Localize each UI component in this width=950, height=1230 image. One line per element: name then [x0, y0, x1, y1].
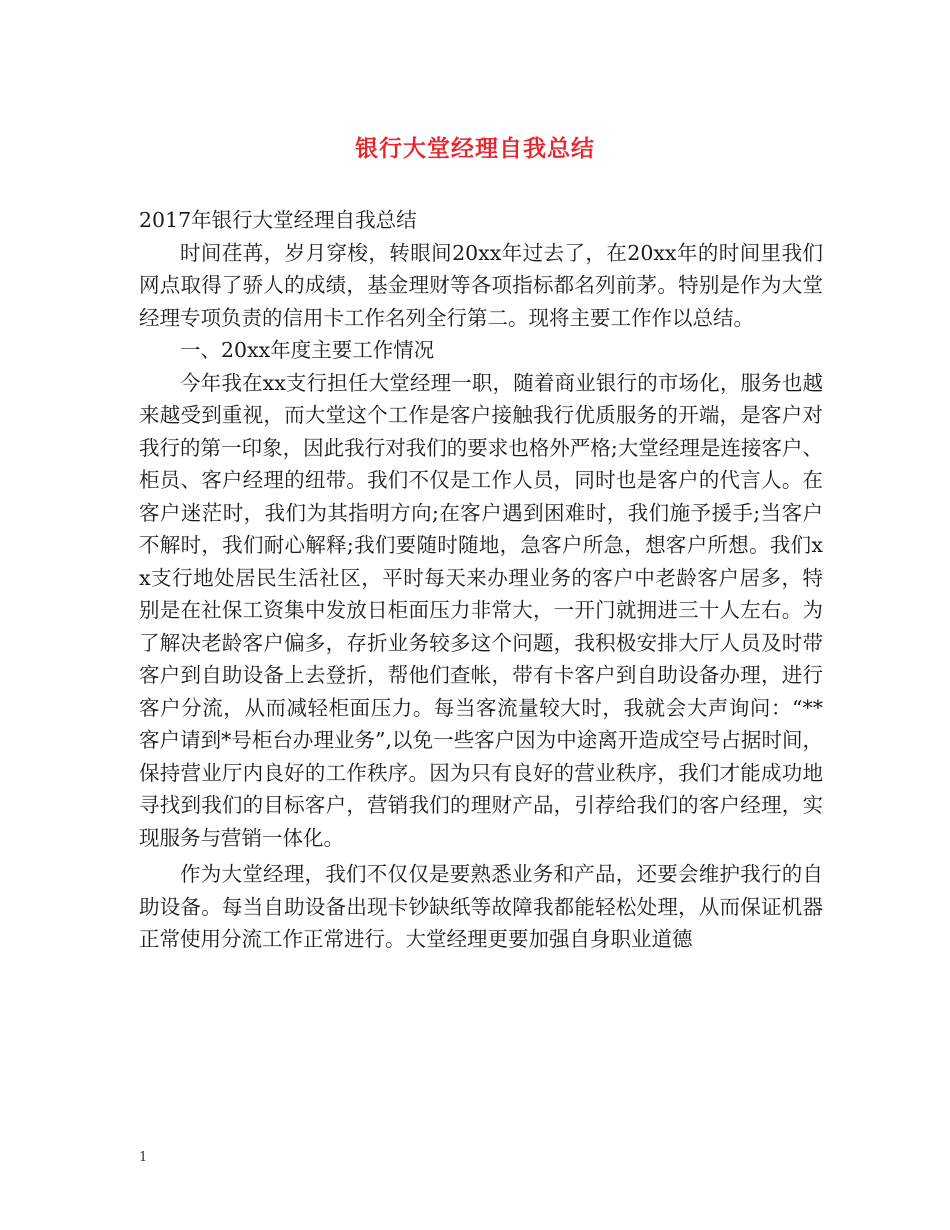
paragraph-subtitle: 2017年银行大堂经理自我总结	[139, 208, 417, 232]
paragraph-self-service-devices: 作为大堂经理，我们不仅仅是要熟悉业务和产品，还要会维护我行的自助设备。每当自助设备出现卡钞缺纸等故障我都能轻松处理，从而保证机器正常使用分流工作正常进行。大堂经理更要加强自身职业道德	[139, 862, 823, 951]
document-body	[139, 204, 823, 956]
section-heading: 一、20xx年度主要工作情况	[180, 338, 435, 362]
document-title: 银行大堂经理自我总结	[355, 136, 595, 162]
paragraph-intro: 时间荏苒，岁月穿梭，转眼间20xx年过去了，在20xx年的时间里我们网点取得了骄人的成绩，基金理财等各项指标都名列前茅。特别是作为大堂经理专项负责的信用卡工作名列全行第二。现将主要工作作以总结。	[139, 240, 823, 330]
paragraph-work-description: 今年我在xx支行担任大堂经理一职，随着商业银行的市场化，服务也越来越受到重视，而大堂这个工作是客户接触我行优质服务的开端，是客户对我行的第一印象，因此我行对我们的要求也格外严格;大堂经理是连接客户、柜员、客户经理的纽带。我们不仅是工作人员，同时也是客户的代言人。在客户迷茫时，我们为其指明方向;在客户遇到困难时，我们施予援手;当客户不解时，我们耐心解释;我们要随时随地，急客户所急，想客户所想。我们xx支行地处居民生活社区，平时每天来办理业务的客户中老龄客户居多，特别是在社保工资集中发放日柜面压力非常大，一开门就拥进三十人左右。为了解决老龄客户偏多，存折业务较多这个问题，我积极安排大厅人员及时带客户到自助设备上去登折，帮他们查帐，带有卡客户到自助设备办理，进行客户分流，从而减轻柜面压力。每当客流量较大时，我就会大声询问：“**客户请到*号柜台办理业务”,以免一些客户因为中途离开造成空号占据时间，保持营业厅内良好的工作秩序。因为只有良好的营业秩序，我们才能成功地寻找到我们的目标客户，营销我们的理财产品，引荐给我们的客户经理，实现服务与营销一体化。	[139, 370, 823, 850]
page-number: 1	[139, 1150, 148, 1165]
